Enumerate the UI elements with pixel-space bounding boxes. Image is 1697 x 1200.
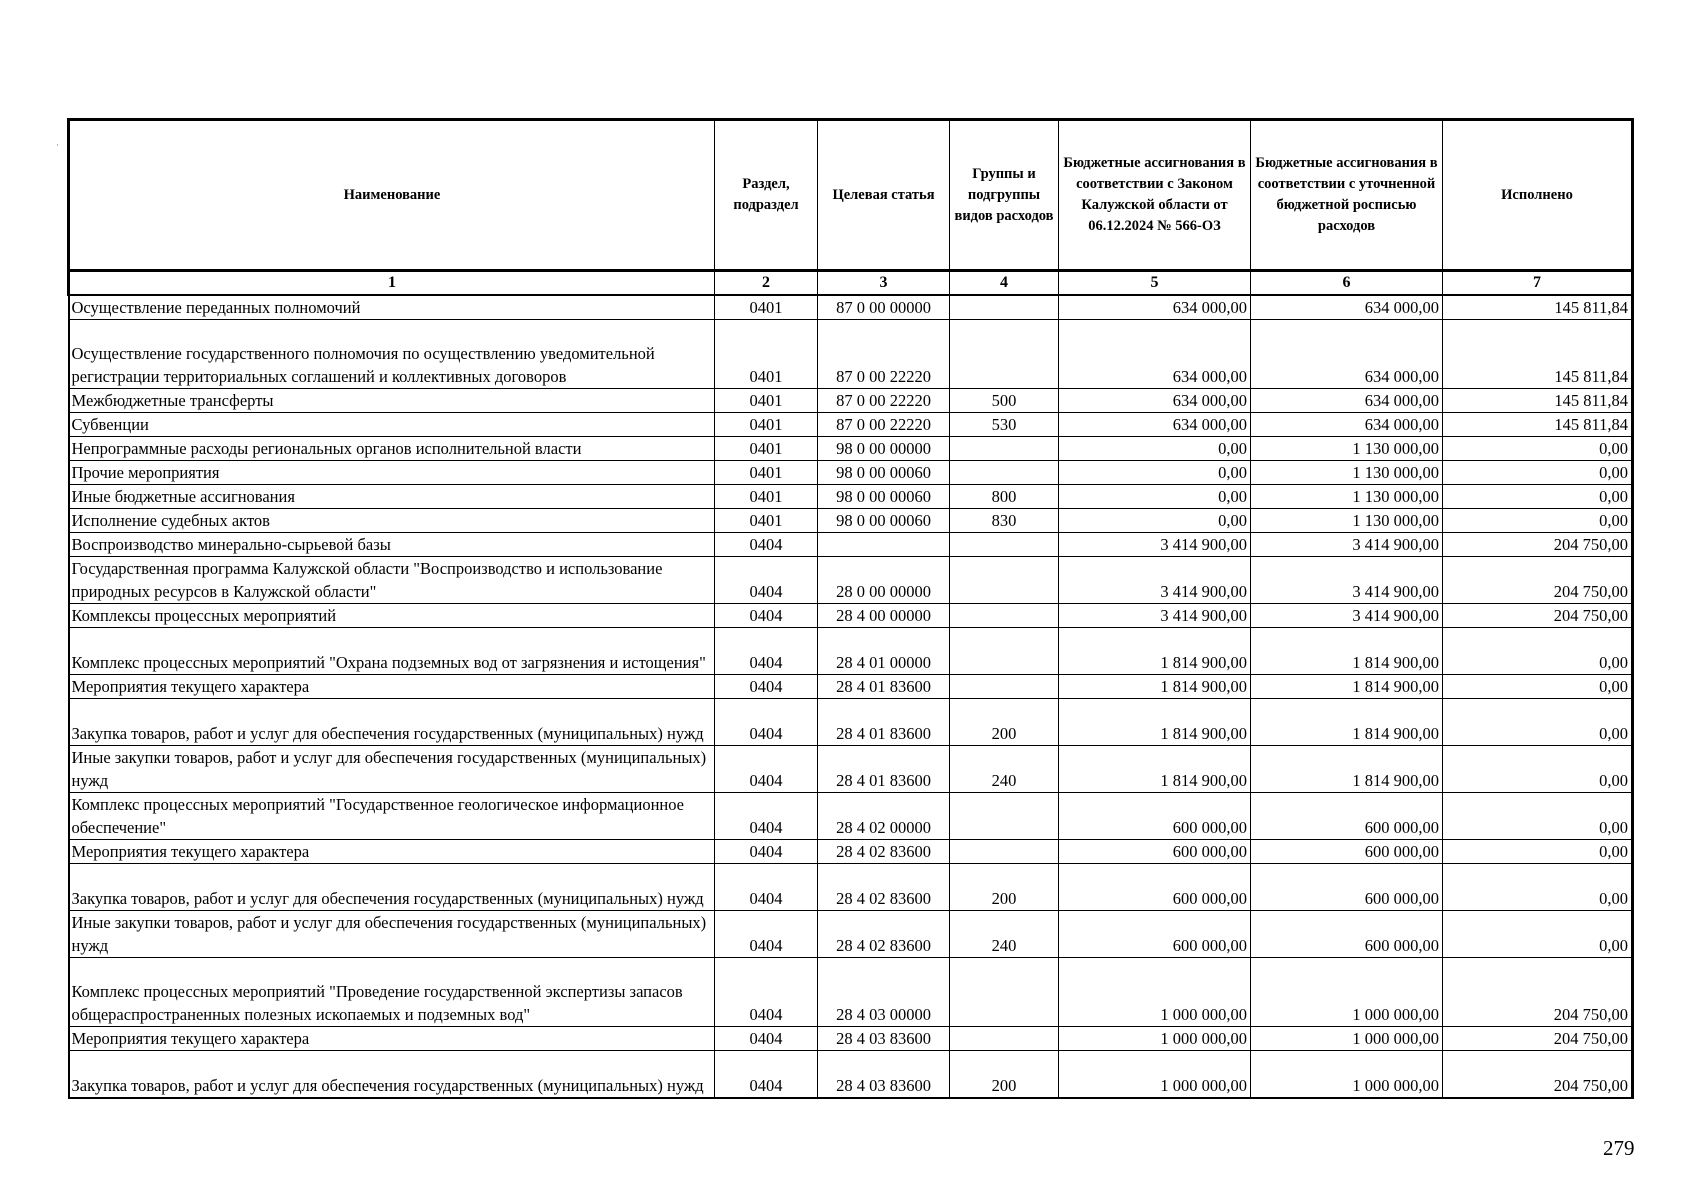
row-refined-allocation: 600 000,00 [1251, 840, 1443, 864]
column-number-row [69, 271, 1633, 296]
row-executed: 0,00 [1443, 485, 1633, 509]
column-number: 2 [715, 271, 818, 296]
row-group: 830 [950, 509, 1059, 533]
row-section: 0404 [715, 557, 818, 604]
row-refined-allocation: 3 414 900,00 [1251, 557, 1443, 604]
row-refined-allocation: 634 000,00 [1251, 389, 1443, 413]
row-group: 200 [950, 864, 1059, 911]
row-executed: 204 750,00 [1443, 1051, 1633, 1099]
row-name: Иные закупки товаров, работ и услуг для обеспечения государственных (муниципальных) нужд [69, 746, 715, 793]
row-executed: 204 750,00 [1443, 958, 1633, 1027]
row-executed: 0,00 [1443, 461, 1633, 485]
row-target: 28 4 01 00000 [818, 628, 950, 675]
row-name: Осуществление государственного полномочия по осуществлению уведомительной регистрации территориальных соглашений и коллективных договоров [69, 320, 715, 389]
row-group: 800 [950, 485, 1059, 509]
row-section: 0404 [715, 746, 818, 793]
row-executed: 0,00 [1443, 864, 1633, 911]
row-law-allocation: 0,00 [1059, 485, 1251, 509]
row-name: Воспроизводство минерально-сырьевой базы [69, 533, 715, 557]
row-section: 0401 [715, 413, 818, 437]
column-number: 3 [818, 271, 950, 296]
row-refined-allocation: 600 000,00 [1251, 864, 1443, 911]
row-target: 87 0 00 22220 [818, 389, 950, 413]
row-group: 200 [950, 1051, 1059, 1099]
row-law-allocation: 0,00 [1059, 437, 1251, 461]
row-name: Субвенции [69, 413, 715, 437]
row-law-allocation: 3 414 900,00 [1059, 557, 1251, 604]
row-refined-allocation: 1 814 900,00 [1251, 675, 1443, 699]
row-refined-allocation: 3 414 900,00 [1251, 533, 1443, 557]
row-name: Закупка товаров, работ и услуг для обеспечения государственных (муниципальных) нужд [69, 1051, 715, 1099]
row-law-allocation: 1 814 900,00 [1059, 699, 1251, 746]
row-target: 28 4 03 00000 [818, 958, 950, 1027]
column-number: 4 [950, 271, 1059, 296]
table-row [69, 485, 1633, 509]
row-name: Прочие мероприятия [69, 461, 715, 485]
row-name: Закупка товаров, работ и услуг для обеспечения государственных (муниципальных) нужд [69, 864, 715, 911]
row-section: 0401 [715, 389, 818, 413]
table-body [69, 295, 1633, 1098]
row-name: Комплекс процессных мероприятий "Проведение государственной экспертизы запасов общераспространенных полезных ископаемых и подземных вод" [69, 958, 715, 1027]
row-target: 28 4 01 83600 [818, 675, 950, 699]
row-executed: 0,00 [1443, 437, 1633, 461]
row-target: 28 4 02 83600 [818, 864, 950, 911]
row-name: Непрограммные расходы региональных органов исполнительной власти [69, 437, 715, 461]
row-refined-allocation: 1 814 900,00 [1251, 746, 1443, 793]
row-section: 0404 [715, 793, 818, 840]
table-row [69, 1027, 1633, 1051]
row-group [950, 675, 1059, 699]
row-section: 0404 [715, 1051, 818, 1099]
row-section: 0404 [715, 604, 818, 628]
row-refined-allocation: 1 130 000,00 [1251, 485, 1443, 509]
margin-mark: · [56, 140, 59, 150]
table-row [69, 911, 1633, 958]
row-executed: 204 750,00 [1443, 557, 1633, 604]
row-name: Закупка товаров, работ и услуг для обеспечения государственных (муниципальных) нужд [69, 699, 715, 746]
row-executed: 0,00 [1443, 699, 1633, 746]
row-law-allocation: 0,00 [1059, 509, 1251, 533]
row-law-allocation: 1 000 000,00 [1059, 1027, 1251, 1051]
table-row [69, 461, 1633, 485]
row-target: 87 0 00 22220 [818, 413, 950, 437]
table-row [69, 628, 1633, 675]
row-section: 0404 [715, 840, 818, 864]
header-group: Группы и подгруппы видов расходов [950, 120, 1059, 271]
row-executed: 145 811,84 [1443, 389, 1633, 413]
row-executed: 204 750,00 [1443, 533, 1633, 557]
row-name: Иные закупки товаров, работ и услуг для обеспечения государственных (муниципальных) нужд [69, 911, 715, 958]
row-name: Государственная программа Калужской области "Воспроизводство и использование природных ресурсов в Калужской области" [69, 557, 715, 604]
row-refined-allocation: 600 000,00 [1251, 793, 1443, 840]
header-refined-allocations: Бюджетные ассигнования в соответствии с уточненной бюджетной росписью расходов [1251, 120, 1443, 271]
row-section: 0404 [715, 628, 818, 675]
row-executed: 145 811,84 [1443, 413, 1633, 437]
row-target [818, 533, 950, 557]
row-target: 28 4 00 00000 [818, 604, 950, 628]
row-target: 87 0 00 00000 [818, 295, 950, 320]
row-executed: 0,00 [1443, 509, 1633, 533]
row-name: Иные бюджетные ассигнования [69, 485, 715, 509]
table-row [69, 840, 1633, 864]
table-row [69, 1051, 1633, 1099]
column-number: 1 [69, 271, 715, 296]
row-group [950, 604, 1059, 628]
row-refined-allocation: 1 130 000,00 [1251, 437, 1443, 461]
row-executed: 145 811,84 [1443, 295, 1633, 320]
row-refined-allocation: 3 414 900,00 [1251, 604, 1443, 628]
table-row [69, 746, 1633, 793]
row-executed: 0,00 [1443, 793, 1633, 840]
row-refined-allocation: 634 000,00 [1251, 413, 1443, 437]
header-name: Наименование [69, 120, 715, 271]
row-group [950, 840, 1059, 864]
row-refined-allocation: 1 814 900,00 [1251, 699, 1443, 746]
table-row [69, 320, 1633, 389]
row-group: 500 [950, 389, 1059, 413]
row-law-allocation: 1 000 000,00 [1059, 1051, 1251, 1099]
row-section: 0401 [715, 320, 818, 389]
row-refined-allocation: 1 814 900,00 [1251, 628, 1443, 675]
row-section: 0401 [715, 509, 818, 533]
row-group [950, 628, 1059, 675]
row-section: 0404 [715, 1027, 818, 1051]
row-name: Мероприятия текущего характера [69, 1027, 715, 1051]
row-target: 87 0 00 22220 [818, 320, 950, 389]
header-section: Раздел, подраздел [715, 120, 818, 271]
row-law-allocation: 634 000,00 [1059, 320, 1251, 389]
row-law-allocation: 1 814 900,00 [1059, 628, 1251, 675]
row-section: 0404 [715, 675, 818, 699]
row-section: 0404 [715, 533, 818, 557]
row-group [950, 557, 1059, 604]
header-executed: Исполнено [1443, 120, 1633, 271]
row-target: 98 0 00 00060 [818, 485, 950, 509]
row-law-allocation: 3 414 900,00 [1059, 533, 1251, 557]
row-group: 240 [950, 746, 1059, 793]
header-target: Целевая статья [818, 120, 950, 271]
row-name: Осуществление переданных полномочий [69, 295, 715, 320]
row-law-allocation: 600 000,00 [1059, 793, 1251, 840]
header-row [69, 120, 1633, 271]
row-law-allocation: 0,00 [1059, 461, 1251, 485]
row-law-allocation: 1 000 000,00 [1059, 958, 1251, 1027]
row-executed: 204 750,00 [1443, 604, 1633, 628]
row-section: 0404 [715, 911, 818, 958]
row-law-allocation: 600 000,00 [1059, 864, 1251, 911]
budget-table [67, 118, 1634, 1099]
row-law-allocation: 3 414 900,00 [1059, 604, 1251, 628]
row-target: 28 4 01 83600 [818, 699, 950, 746]
row-group [950, 320, 1059, 389]
row-executed: 204 750,00 [1443, 1027, 1633, 1051]
row-refined-allocation: 634 000,00 [1251, 320, 1443, 389]
row-name: Исполнение судебных актов [69, 509, 715, 533]
row-group [950, 958, 1059, 1027]
table-row [69, 509, 1633, 533]
table-row [69, 413, 1633, 437]
row-law-allocation: 634 000,00 [1059, 413, 1251, 437]
row-target: 28 4 03 83600 [818, 1051, 950, 1099]
column-number: 7 [1443, 271, 1633, 296]
row-group [950, 461, 1059, 485]
row-target: 98 0 00 00000 [818, 437, 950, 461]
row-group: 240 [950, 911, 1059, 958]
table-row [69, 557, 1633, 604]
row-group [950, 437, 1059, 461]
row-target: 28 4 01 83600 [818, 746, 950, 793]
row-refined-allocation: 1 130 000,00 [1251, 461, 1443, 485]
row-target: 98 0 00 00060 [818, 461, 950, 485]
table-row [69, 675, 1633, 699]
row-law-allocation: 634 000,00 [1059, 295, 1251, 320]
row-section: 0401 [715, 295, 818, 320]
row-law-allocation: 1 814 900,00 [1059, 675, 1251, 699]
row-executed: 0,00 [1443, 746, 1633, 793]
table-row [69, 793, 1633, 840]
table-row [69, 437, 1633, 461]
row-target: 98 0 00 00060 [818, 509, 950, 533]
table-row [69, 604, 1633, 628]
row-target: 28 4 02 83600 [818, 911, 950, 958]
row-executed: 0,00 [1443, 840, 1633, 864]
row-section: 0401 [715, 485, 818, 509]
column-number: 6 [1251, 271, 1443, 296]
row-law-allocation: 634 000,00 [1059, 389, 1251, 413]
row-executed: 0,00 [1443, 675, 1633, 699]
row-refined-allocation: 1 130 000,00 [1251, 509, 1443, 533]
table-row [69, 295, 1633, 320]
row-executed: 145 811,84 [1443, 320, 1633, 389]
row-refined-allocation: 1 000 000,00 [1251, 1027, 1443, 1051]
row-name: Мероприятия текущего характера [69, 675, 715, 699]
row-name: Межбюджетные трансферты [69, 389, 715, 413]
row-refined-allocation: 1 000 000,00 [1251, 1051, 1443, 1099]
row-name: Мероприятия текущего характера [69, 840, 715, 864]
row-target: 28 4 02 00000 [818, 793, 950, 840]
row-group: 530 [950, 413, 1059, 437]
row-section: 0401 [715, 461, 818, 485]
table-row [69, 533, 1633, 557]
row-refined-allocation: 634 000,00 [1251, 295, 1443, 320]
row-section: 0404 [715, 699, 818, 746]
row-executed: 0,00 [1443, 628, 1633, 675]
row-refined-allocation: 1 000 000,00 [1251, 958, 1443, 1027]
row-section: 0401 [715, 437, 818, 461]
column-number: 5 [1059, 271, 1251, 296]
row-group [950, 533, 1059, 557]
row-section: 0404 [715, 958, 818, 1027]
table-row [69, 699, 1633, 746]
row-section: 0404 [715, 864, 818, 911]
row-group [950, 793, 1059, 840]
row-name: Комплекс процессных мероприятий "Охрана подземных вод от загрязнения и истощения" [69, 628, 715, 675]
header-law-allocations: Бюджетные ассигнования в соответствии с Законом Калужской области от 06.12.2024 № 566-ОЗ [1059, 120, 1251, 271]
row-executed: 0,00 [1443, 911, 1633, 958]
row-target: 28 0 00 00000 [818, 557, 950, 604]
row-group [950, 1027, 1059, 1051]
row-law-allocation: 600 000,00 [1059, 911, 1251, 958]
row-target: 28 4 03 83600 [818, 1027, 950, 1051]
page-number: 279 [1603, 1136, 1635, 1160]
table-row [69, 389, 1633, 413]
row-law-allocation: 600 000,00 [1059, 840, 1251, 864]
row-refined-allocation: 600 000,00 [1251, 911, 1443, 958]
row-group [950, 295, 1059, 320]
row-name: Комплексы процессных мероприятий [69, 604, 715, 628]
row-group: 200 [950, 699, 1059, 746]
row-target: 28 4 02 83600 [818, 840, 950, 864]
row-law-allocation: 1 814 900,00 [1059, 746, 1251, 793]
row-name: Комплекс процессных мероприятий "Государственное геологическое информационное обеспечение" [69, 793, 715, 840]
table-row [69, 864, 1633, 911]
table-row [69, 958, 1633, 1027]
